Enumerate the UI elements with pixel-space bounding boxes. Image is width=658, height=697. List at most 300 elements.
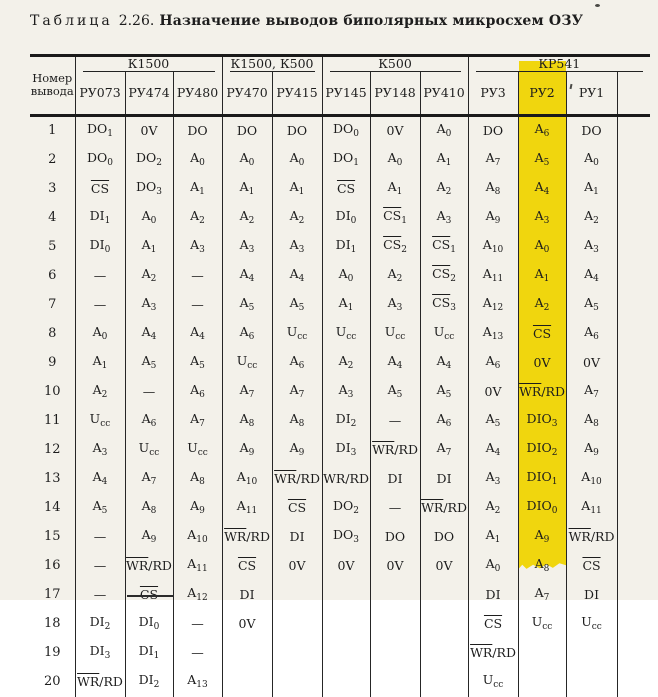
pin-number-header [30,56,75,116]
pin-cell: 0V [125,115,173,146]
pin-cell: $\overline{WR}/RD$ [566,523,617,552]
pin-number: 7 [30,291,75,320]
pin-cell: $A_8$ [173,465,222,494]
pin-number: 19 [30,639,75,668]
pin-cell: $A_2$ [518,291,566,320]
pin-cell: $\overline{CS}$ [322,175,370,204]
pin-cell: $A_9$ [468,204,518,233]
table-row [30,465,650,494]
column-header-РУ415: РУ415 [272,72,322,115]
pin-cell: — [173,262,222,291]
pin-cell: $A_5$ [420,378,468,407]
pin-cell: — [75,552,125,581]
pin-cell: $A_2$ [566,204,617,233]
pin-cell: $A_0$ [322,262,370,291]
pin-cell: $A_2$ [420,175,468,204]
pin-cell: $DO_0$ [322,115,370,146]
pin-cell: $A_0$ [75,320,125,349]
table-row [30,262,650,291]
column-header-РУ148: РУ148 [370,72,420,115]
pin-cell [370,639,420,668]
pin-cell: $\overline{WR}/RD$ [125,552,173,581]
pin-cell: $DIO_2$ [518,436,566,465]
pin-cell: $DI_3$ [322,436,370,465]
blank-cell [617,378,650,407]
blank-cell [617,668,650,697]
pin-cell [518,668,566,697]
blank-cell [617,552,650,581]
table-row [30,320,650,349]
pin-cell: $A_4$ [420,349,468,378]
blank-cell [617,146,650,175]
pin-number: 6 [30,262,75,291]
table-row [30,407,650,436]
pin-cell: DI [566,581,617,610]
pin-cell: DO [468,115,518,146]
pin-cell: $A_1$ [420,146,468,175]
pin-cell: $\overline{CS}$ [272,494,322,523]
pin-cell: $\overline{WR}/RD$ [272,465,322,494]
pin-cell: $DO_2$ [322,494,370,523]
pin-cell: $A_{11}$ [468,262,518,291]
pin-cell [420,639,468,668]
pin-cell: $DO_1$ [75,115,125,146]
pin-cell: $A_0$ [173,146,222,175]
pin-cell: $A_8$ [222,407,272,436]
pin-cell: $U_{cc}$ [322,320,370,349]
pin-cell [222,668,272,697]
pin-cell: $A_{10}$ [566,465,617,494]
pin-cell: $\overline{CS}_1$ [370,204,420,233]
pin-cell: DI [272,523,322,552]
table-row [30,610,650,639]
pin-cell: $A_5$ [370,378,420,407]
pin-number: 14 [30,494,75,523]
pin-cell: $\overline{WR}/RD$ [518,378,566,407]
pin-cell: $A_2$ [468,494,518,523]
pin-cell: $A_4$ [125,320,173,349]
pin-cell: $A_3$ [173,233,222,262]
pin-number: 16 [30,552,75,581]
pin-cell: $A_0$ [468,552,518,581]
pin-cell [370,668,420,697]
pin-cell: $A_6$ [566,320,617,349]
pin-cell: $A_7$ [518,581,566,610]
table-row [30,523,650,552]
pin-cell: $A_4$ [370,349,420,378]
column-header-РУ073: РУ073 [75,72,125,115]
pin-number: 1 [30,115,75,146]
pin-cell: $A_{11}$ [173,552,222,581]
pin-cell: DO [566,115,617,146]
pin-number: 17 [30,581,75,610]
pin-number: 15 [30,523,75,552]
pin-cell: $A_3$ [322,378,370,407]
pin-cell: $A_1$ [468,523,518,552]
pin-cell [272,610,322,639]
pin-number: 13 [30,465,75,494]
pin-cell: $A_5$ [222,291,272,320]
pin-cell: $A_9$ [222,436,272,465]
pin-cell: $A_9$ [272,436,322,465]
pin-cell [518,639,566,668]
column-header-РУ410: РУ410 [420,72,468,115]
pin-cell: DO [420,523,468,552]
pin-cell: $DO_2$ [125,146,173,175]
pin-cell [272,668,322,697]
pin-number: 9 [30,349,75,378]
pin-cell: 0V [370,115,420,146]
pin-cell: $A_1$ [272,175,322,204]
pin-cell: $A_9$ [566,436,617,465]
pin-cell: $U_{cc}$ [222,349,272,378]
blank-cell [617,233,650,262]
pin-cell: $U_{cc}$ [75,407,125,436]
table-row [30,639,650,668]
pin-cell: $A_4$ [566,262,617,291]
pin-cell: $A_4$ [468,436,518,465]
pin-cell: $\overline{WR}/RD$ [75,668,125,697]
pin-cell: $A_0$ [370,146,420,175]
pin-cell: $A_2$ [322,349,370,378]
pin-cell: $DIO_0$ [518,494,566,523]
pin-number: 8 [30,320,75,349]
table-row [30,581,650,610]
pin-number: 20 [30,668,75,697]
pin-cell: $A_{11}$ [566,494,617,523]
pin-cell: $A_1$ [222,175,272,204]
pin-cell: $U_{cc}$ [272,320,322,349]
pin-cell: $A_0$ [125,204,173,233]
pin-number: 12 [30,436,75,465]
pin-cell: $A_{12}$ [173,581,222,610]
pin-cell: $\overline{WR}/RD$ [420,494,468,523]
pin-cell: $\overline{CS}_2$ [420,262,468,291]
pin-cell: $A_0$ [566,146,617,175]
pin-cell: 0V [420,552,468,581]
table-row [30,378,650,407]
table-title-text: Назначение выводов биполярных микросхем ОЗУ [159,13,584,29]
blank-cell [617,320,650,349]
pin-cell: DO [272,115,322,146]
pin-cell: DI [370,465,420,494]
pin-cell [420,668,468,697]
series-group-label: КР541 [538,56,581,71]
table-row [30,204,650,233]
pin-cell: 0V [566,349,617,378]
pin-cell: $A_0$ [518,233,566,262]
pin-cell: $A_3$ [222,233,272,262]
pin-cell [566,668,617,697]
column-header-РУ145: РУ145 [322,72,370,115]
pin-cell: $A_4$ [173,320,222,349]
pin-cell: $A_4$ [272,262,322,291]
pin-cell: — [125,378,173,407]
blank-cell [617,523,650,552]
pin-table-header [30,56,650,116]
pin-cell: $A_3$ [75,436,125,465]
pin-cell: DI [420,465,468,494]
pin-cell: $A_6$ [272,349,322,378]
pin-cell: $A_6$ [125,407,173,436]
pin-table-body [30,115,650,697]
pin-cell: $A_5$ [75,494,125,523]
series-group-row [30,56,650,73]
pin-cell: $DI_1$ [125,639,173,668]
pin-cell: — [370,494,420,523]
pin-cell: DI [468,581,518,610]
pin-cell [322,581,370,610]
pin-cell: $DO_3$ [125,175,173,204]
pin-cell: — [173,291,222,320]
pin-cell: $A_8$ [125,494,173,523]
pin-cell: $DO_0$ [75,146,125,175]
pin-cell: $DO_3$ [322,523,370,552]
blank-cell [617,581,650,610]
pin-cell: $DIO_1$ [518,465,566,494]
pin-cell: — [173,639,222,668]
pin-cell: DI [222,581,272,610]
pin-cell: $A_1$ [173,175,222,204]
blank-cell [617,262,650,291]
pin-cell [420,581,468,610]
pin-cell: $A_2$ [75,378,125,407]
pin-cell: $A_7$ [420,436,468,465]
blank-cell [617,639,650,668]
pin-cell: $A_5$ [518,146,566,175]
pin-cell: $A_2$ [272,204,322,233]
pin-cell [272,581,322,610]
blank-cell [617,291,650,320]
pin-cell: $\overline{WR}/RD$ [468,639,518,668]
pin-cell [566,639,617,668]
blank-cell [617,465,650,494]
pin-cell: $A_0$ [420,115,468,146]
pin-number: 11 [30,407,75,436]
pin-cell: $DI_0$ [322,204,370,233]
pin-cell: — [173,610,222,639]
pin-cell: $A_1$ [322,291,370,320]
pin-cell: $A_5$ [566,291,617,320]
pin-cell: $A_5$ [468,407,518,436]
pin-cell: $A_1$ [518,262,566,291]
pin-number: 4 [30,204,75,233]
pin-cell: $A_7$ [566,378,617,407]
pin-cell: $U_{cc}$ [173,436,222,465]
blank-cell [617,610,650,639]
pin-cell: 0V [322,552,370,581]
table-title-word: Таблица [30,13,113,29]
pin-cell: $A_9$ [125,523,173,552]
pin-cell: $DI_1$ [75,204,125,233]
pin-cell: 0V [370,552,420,581]
pin-cell: 0V [468,378,518,407]
table-row [30,494,650,523]
pin-cell: $\overline{CS}$ [518,320,566,349]
pin-number: 10 [30,378,75,407]
pin-cell: $A_8$ [518,552,566,581]
pin-number: 2 [30,146,75,175]
scan-artifact-line [127,595,174,597]
column-header-РУ480: РУ480 [173,72,222,115]
pin-cell: WR/RD [322,465,370,494]
pin-cell: $A_3$ [370,291,420,320]
pin-cell: — [75,262,125,291]
pin-cell: $A_9$ [173,494,222,523]
pin-number: 18 [30,610,75,639]
pin-cell: $U_{cc}$ [468,668,518,697]
pin-cell: $A_3$ [518,204,566,233]
pin-cell: $\overline{CS}$ [222,552,272,581]
table-row [30,233,650,262]
pin-cell: $A_{10}$ [173,523,222,552]
pin-cell: $A_6$ [518,115,566,146]
pin-cell: $A_9$ [518,523,566,552]
pin-cell: 0V [272,552,322,581]
pin-cell: $A_6$ [468,349,518,378]
pin-table [30,54,650,697]
pin-cell: — [75,291,125,320]
series-group-label: К500 [378,56,412,71]
scan-artifact-dot [595,4,600,7]
pin-cell [322,610,370,639]
pin-cell: $DIO_3$ [518,407,566,436]
pin-cell: $U_{cc}$ [420,320,468,349]
series-group-header [468,56,650,73]
table-row [30,349,650,378]
pin-cell: $U_{cc}$ [566,610,617,639]
pin-cell [370,610,420,639]
blank-cell [617,175,650,204]
pin-cell: $A_1$ [125,233,173,262]
pin-cell: $A_7$ [173,407,222,436]
series-group-label: К1500, К500 [230,56,314,71]
table-row [30,552,650,581]
pin-cell: $\overline{WR}/RD$ [222,523,272,552]
pin-cell: $A_2$ [222,204,272,233]
pin-cell: $A_0$ [222,146,272,175]
pin-cell: 0V [518,349,566,378]
pin-cell: $A_7$ [272,378,322,407]
pin-cell: $A_4$ [75,465,125,494]
pin-cell: — [370,407,420,436]
pin-header-line2: вывода [30,84,74,99]
column-header-РУ2: РУ2 [518,72,566,115]
pin-header-line1: Номер [32,71,73,86]
pin-cell: $DI_2$ [125,668,173,697]
pin-cell: $A_{10}$ [468,233,518,262]
pin-cell: $A_{10}$ [222,465,272,494]
pin-cell: $\overline{CS}_3$ [420,291,468,320]
series-group-label: К1500 [127,56,170,71]
pin-cell: DO [370,523,420,552]
pin-cell: $U_{cc}$ [125,436,173,465]
blank-cell [617,115,650,146]
table-row [30,175,650,204]
series-group-header [222,56,322,73]
pin-cell: $DI_2$ [322,407,370,436]
pin-cell: $DI_0$ [75,233,125,262]
pin-cell: $A_{12}$ [468,291,518,320]
pin-cell: $A_7$ [468,146,518,175]
pin-cell: $A_3$ [468,465,518,494]
column-header-РУ3: РУ3 [468,72,518,115]
pin-cell: $A_4$ [518,175,566,204]
pin-cell: $A_6$ [420,407,468,436]
column-header-РУ474: РУ474 [125,72,173,115]
pin-cell: $\overline{CS}$ [468,610,518,639]
pin-cell: $A_5$ [125,349,173,378]
table-number: 2.26. [118,13,155,29]
pin-cell [272,639,322,668]
pin-cell: $\overline{CS}_2$ [370,233,420,262]
pin-cell: $A_{11}$ [222,494,272,523]
pin-cell: $A_6$ [173,378,222,407]
pin-cell: DO [222,115,272,146]
pin-cell [222,639,272,668]
column-header-РУ470: РУ470 [222,72,272,115]
pin-cell: $DO_1$ [322,146,370,175]
pin-cell: — [75,523,125,552]
table-row [30,668,650,697]
pin-cell: $A_7$ [222,378,272,407]
pin-cell: $A_2$ [125,262,173,291]
pin-cell: $A_2$ [173,204,222,233]
pin-cell: $U_{cc}$ [370,320,420,349]
pin-cell [322,668,370,697]
pin-cell: $A_6$ [222,320,272,349]
pin-cell: $DI_3$ [75,639,125,668]
table-row [30,146,650,175]
table-title [30,13,583,29]
pin-cell: $U_{cc}$ [518,610,566,639]
blank-cell [617,204,650,233]
pin-cell: $A_4$ [222,262,272,291]
pin-cell: $A_8$ [272,407,322,436]
pin-cell: $A_2$ [370,262,420,291]
pin-cell: $\overline{CS}_1$ [420,233,468,262]
pin-cell: $A_8$ [468,175,518,204]
table-row [30,115,650,146]
pin-cell: $DI_2$ [75,610,125,639]
pin-cell: $A_{13}$ [173,668,222,697]
pin-cell: — [75,581,125,610]
pin-number: 3 [30,175,75,204]
pin-cell: $A_3$ [272,233,322,262]
pin-cell: $A_7$ [125,465,173,494]
pin-cell: $A_5$ [272,291,322,320]
pin-cell: $A_5$ [173,349,222,378]
pin-cell [322,639,370,668]
column-header-РУ1: РУ1 [566,72,617,115]
pin-cell: DO [173,115,222,146]
pin-cell: $A_0$ [272,146,322,175]
table-row [30,436,650,465]
pin-cell: $A_3$ [125,291,173,320]
pin-cell: $A_8$ [566,407,617,436]
blank-cell [617,494,650,523]
pin-cell [370,581,420,610]
series-group-header [322,56,468,73]
pin-cell: $\overline{WR}/RD$ [370,436,420,465]
column-header-blank [617,72,650,115]
blank-cell [617,349,650,378]
pin-cell: $A_3$ [566,233,617,262]
pin-cell: $A_1$ [370,175,420,204]
chip-column-row [30,72,650,115]
pin-cell: $A_3$ [420,204,468,233]
pin-cell: $A_1$ [75,349,125,378]
